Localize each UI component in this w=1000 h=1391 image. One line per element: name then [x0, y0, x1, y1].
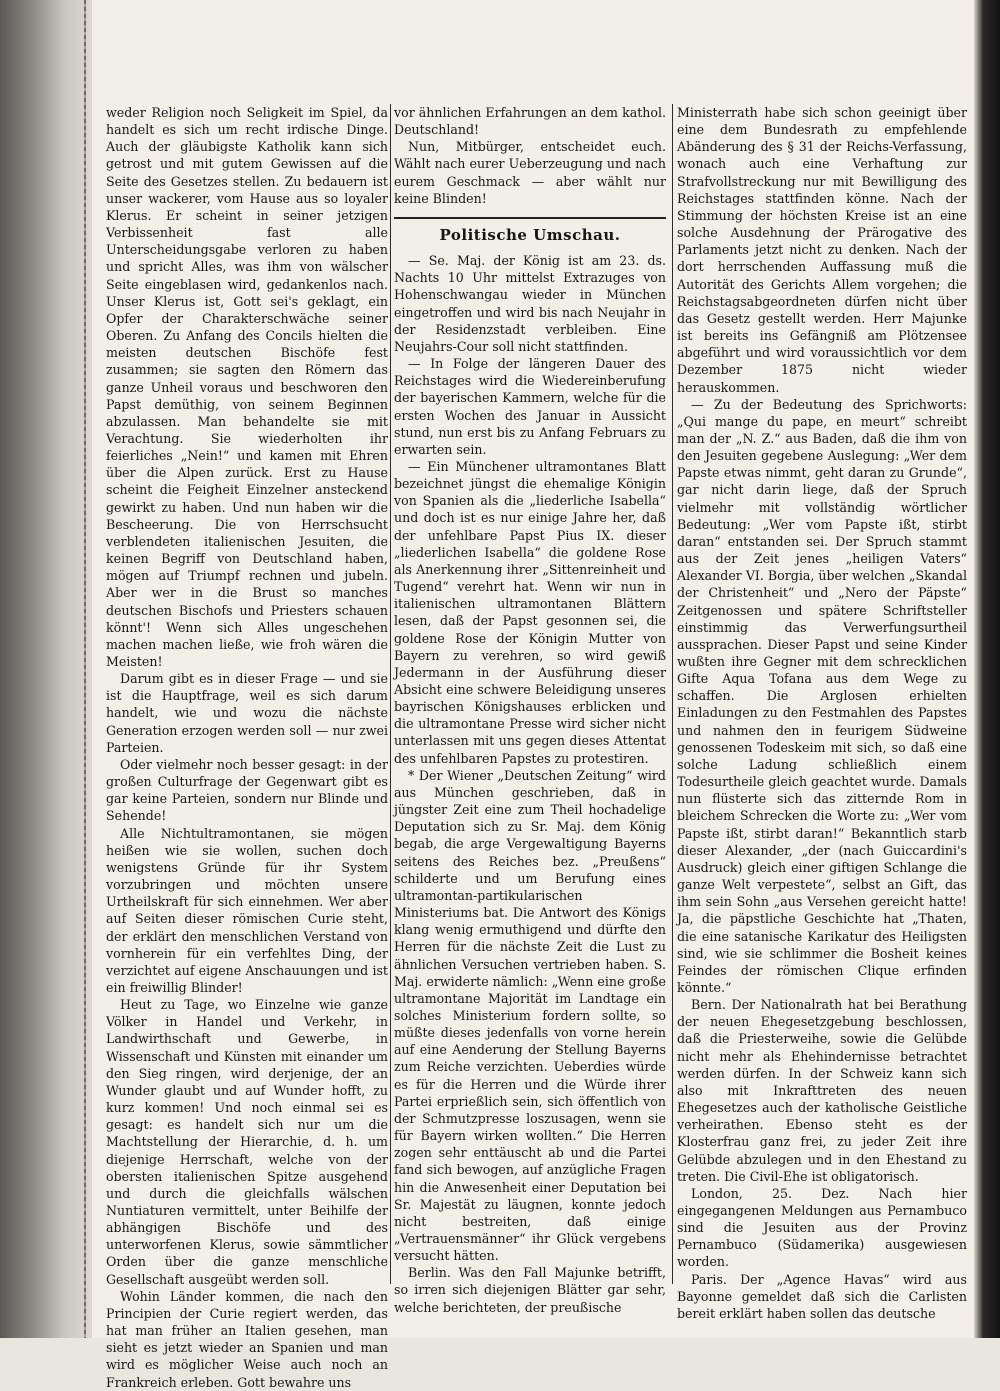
article-paragraph: Heut zu Tage, wo Einzelne wie ganze Völker in Handel und Verkehr, in Landwirthschaft und Gewerbe, in Wissenschaft und Künsten mit einander um den Sieg ringen, wird derjenige, der an Wunder glaubt und auf Wunder hofft, zu kurz kommen! Und noch einmal sei es gesagt: es handelt sich nur um die Machtstellung der Hierarchie, d. h. um diejenige Herrschaft, welche von der obersten italienischen Spitze ausgehend und durch die gleichfalls wälschen Nuntiaturen vermittelt, unter Beihilfe der abhängigen Bischöfe und des unterworfenen Klerus, sowie sämmtlicher Orden über die ganze menschliche Gesellschaft ausgeübt werden soll.: [106, 997, 388, 1287]
article-paragraph: vor ähnlichen Erfahrungen an dem kathol. Deutschland!: [394, 105, 666, 138]
column-rule-2: [672, 104, 673, 1284]
article-paragraph: * Der Wiener „Deutschen Zeitung“ wird aus München geschrieben, daß in jüngster Zeit eine zum Theil hochadelige Deputation sich zu Sr. Maj. dem König begab, die arge Vergewaltigung Bayerns seitens des Reiches bez. „Preußens“ schilderte und um Berufung eines ultramontan-partikularischen Ministeriums bat. Die Antwort des Königs klang wenig ermuthigend und dürfte den Herren für die nächste Zeit die Lust zu ähnlichen Versuchen vertrieben haben. S. Maj. erwiderte nämlich: „Wenn eine große ultramontane Majorität im Landtage ein solches Ministerium fordern sollte, so müßte dieses jedenfalls von vorne herein auf eine Aenderung der Stellung Bayerns zum Reiche verzichten. Ueberdies würde es für die Herren und die Würde ihrer Partei erprießlich sein, sich öffentlich von der Schmutzpresse loszusagen, wenn sie für Bayern wirken wollten.“ Die Herren zogen sehr enttäuscht ab und die Partei fand sich bewogen, auf anzügliche Fragen hin die Anwesenheit einer Deputation bei Sr. Majestät zu läugnen, konnte jedoch nicht bestreiten, daß einige „Vertrauensmänner“ ihr Glück vergebens versucht hätten.: [394, 767, 666, 1264]
article-paragraph: Berlin. Was den Fall Majunke betrifft, so irren sich diejenigen Blätter gar sehr, welche berichteten, der preußische: [394, 1265, 666, 1315]
column-left: [106, 104, 388, 1391]
article-paragraph: — In Folge der längeren Dauer des Reichstages wird die Wiedereinberufung der bayerischen Kammern, welche für die ersten Wochen des Januar in Aussicht stund, nun erst bis zu Anfang Februars zu erwarten sein.: [394, 356, 666, 457]
article-paragraph: Darum gibt es in dieser Frage — und sie ist die Hauptfrage, weil es sich darum handelt, wie und wozu die nächste Generation erzogen werden soll — nur zwei Parteien.: [106, 671, 388, 755]
book-spine-edge: [0, 0, 92, 1338]
article-paragraph: — Ein Münchener ultramontanes Blatt bezeichnet jüngst die ehemalige Königin von Spanien als die „liederliche Isabella“ und doch ist es nur einige Jahre her, daß der unfehlbare Papst Pius IX. dieser „liederlichen Isabella“ die goldene Rose als Anerkennung ihrer „Sittenreinheit und Tugend“ verehrt hat. Wenn wir nun in italienischen ultramontanen Blättern lesen, daß der Papst gesonnen sei, die goldene Rose der Königin Mutter von Bayern zu verehren, so wird gewiß Jedermann in der Ausführung dieser Absicht eine schwere Beleidigung unseres bayrischen Königshauses erblicken und die ultramontane Presse wird sicher nicht unterlassen mit uns gegen dieses Attentat des unfehlbaren Papstes zu protestiren.: [394, 458, 666, 766]
article-paragraph: Bern. Der Nationalrath hat bei Berathung der neuen Ehegesetzgebung beschlossen, daß die Priesterweihe, sowie die Gelübde nicht mehr als Ehehindernisse betrachtet werden dürfen. In der Schweiz kann sich also mit Inkrafttreten des neuen Ehegesetzes auch der katholische Geistliche verheirathen. Ebenso steht es der Klosterfrau ganz frei, zu jeder Zeit ihre Gelübde abzulegen und in den Ehestand zu treten. Die Civil-Ehe ist obligatorisch.: [677, 997, 967, 1184]
column-right: [677, 104, 967, 1322]
article-paragraph: Wohin Länder kommen, die nach den Principien der Curie regiert werden, das hat man früher an Italien gesehen, man sieht es jetzt wieder an Spanien und man wird es möglicher Weise auch noch an Frankreich erleben. Gott bewahre uns: [106, 1288, 388, 1390]
article-paragraph: Nun, Mitbürger, entscheidet euch. Wählt nach eurer Ueberzeugung und nach eurem Geschmack — aber wählt nur keine Blinden!: [394, 139, 666, 206]
article-paragraph: weder Religion noch Seligkeit im Spiel, da handelt es sich um recht irdische Dinge. Auch der gläubigste Katholik kann sich getrost und mit gutem Gewissen auf die Seite des Gesetzes stellen. Zu bedauern ist unser wackerer, vom Hause aus so loyaler Klerus. Er scheint in seiner jetzigen Verbissenheit fast alle Unterscheidungsgabe verloren zu haben und spricht Alles, was ihm von wälscher Seite eingeblasen wird, gedankenlos nach. Unser Klerus ist, Gott sei's geklagt, ein Opfer der Charakterschwäche seiner Oberen. Zu Anfang des Concils hielten die meisten deutschen Bischöfe fest zusammen; sie sagten den Römern das ganze Unheil voraus und beschworen den Papst demüthig, von seinem Beginnen abzulassen. Man behandelte sie mit Verachtung. Sie wiederholten ihr feierliches „Nein!“ und kamen mit Ehren über die Alpen zurück. Erst zu Hause scheint die Feigheit Einzelner ansteckend gewirkt zu haben. Und nun haben wir die Bescheerung. Die von Herrschsucht verblendeten italienischen Jesuiten, die keinen Begriff von Deutschland haben, mögen auf Triumpf rechnen und jubeln. Aber wer in die Brust so manches deutschen Bischofs und Priesters schauen könnt'! Wenn sich Alles ungeschehen machen machen ließe, wie froh wären die Meisten!: [106, 105, 388, 669]
column-rule-1: [390, 104, 391, 1284]
article-paragraph: Oder vielmehr noch besser gesagt: in der großen Culturfrage der Gegenwart gibt es gar keine Parteien, sondern nur Blinde und Sehende!: [106, 756, 388, 824]
article-paragraph: Alle Nichtultramontanen, sie mögen heißen wie sie wollen, suchen doch wenigstens Gründe für ihr System vorzubringen und möchten unsere Urtheilskraft für sich einnehmen. Wer aber auf Seiten dieser römischen Curie steht, der erklärt den menschlichen Verstand von vornherein für ein verfehltes Ding, der verzichtet auf eigene Anschauungen und ist ein freiwillig Blinder!: [106, 825, 388, 995]
page-edge-right: [974, 0, 1000, 1338]
section-heading: Politische Umschau.: [394, 217, 666, 244]
column-middle: [394, 104, 666, 1316]
article-paragraph: — Se. Maj. der König ist am 23. ds. Nachts 10 Uhr mittelst Extrazuges von Hohenschwangau wieder in München eingetroffen und wird bis nach Neujahr in der Residenzstadt verbleiben. Eine Neujahrs-Cour soll nicht stattfinden.: [394, 253, 666, 354]
article-paragraph: — Zu der Bedeutung des Sprichworts: „Qui mange du pape, en meurt“ schreibt man der „N. Z.“ aus Baden, daß die ihm von den Jesuiten gegebene Auslegung: „Wer dem Papste etwas nimmt, geht daran zu Grunde“, gar nicht darin liege, daß der Spruch vielmehr mit vollständig wörtlicher Bedeutung: „Wer vom Papste ißt, stirbt daran“ entstanden sei. Der Spruch stammt aus der Zeit jenes „heiligen Vaters“ Alexander VI. Borgia, über welchen „Skandal der Christenheit“ und „Nero der Päpste“ Zeitgenossen und spätere Schriftsteller einstimmig das Verwerfungsurtheil aussprachen. Dieser Papst und seine Kinder wußten ihre Gegner mit dem schrecklichen Gifte Aqua Tofana aus dem Wege zu schaffen. Die Arglosen erhielten Einladungen zu den Festmahlen des Papstes und nahmen den in feurigem Südweine genossenen Todeskeim mit sich, so daß eine solche Ladung schließlich einem Todesurtheile gleich geachtet wurde. Damals nun flüsterte sich das zitternde Rom in bleichem Schrecken die Worte zu: „Wer vom Papste ißt, stirbt daran!“ Bekanntlich starb dieser Alexander, „der (nach Guiccardini's Ausdruck) gleich einer giftigen Schlange die ganze Welt verpestete“, selbst an Gift, das ihm sein Sohn „aus Versehen gereicht hatte! Ja, die päpstliche Geschichte hat „Thaten, die eine satanische Karikatur des Heiligsten sind, wie sie schlimmer die Bosheit keines Feindes der römischen Clique erfinden könnte.“: [677, 396, 968, 995]
article-paragraph: London, 25. Dez. Nach hier eingegangenen Meldungen aus Pernambuco sind die Jesuiten aus der Provinz Pernambuco (Südamerika) ausgewiesen worden.: [677, 1185, 967, 1270]
article-paragraph: Ministerrath habe sich schon geeinigt über eine dem Bundesrath zu empfehlende Abänderung des § 31 der Reichs-Verfassung, wonach auch eine Verhaftung zur Strafvollstreckung nur mit Bewilligung des Reichstages stattfinden könne. Nach der Stimmung der höchsten Kreise ist an eine solche Ausdehnung der Prärogative des Parlaments jetzt nicht zu denken. Nach der dort herrschenden Auffassung muß die Autorität des Gerichts Allem vorgehen; die Reichstagsabgeordneten dürfen nicht über das Gesetz gestellt werden. Herr Majunke ist bereits ins Gefängniß am Plötzensee abgeführt und wird voraussichtlich vor dem Dezember 1875 nicht wieder herauskommen.: [677, 105, 967, 395]
article-paragraph: Paris. Der „Agence Havas“ wird aus Bayonne gemeldet daß sich die Carlisten bereit erklärt haben sollen das deutsche: [677, 1271, 967, 1321]
